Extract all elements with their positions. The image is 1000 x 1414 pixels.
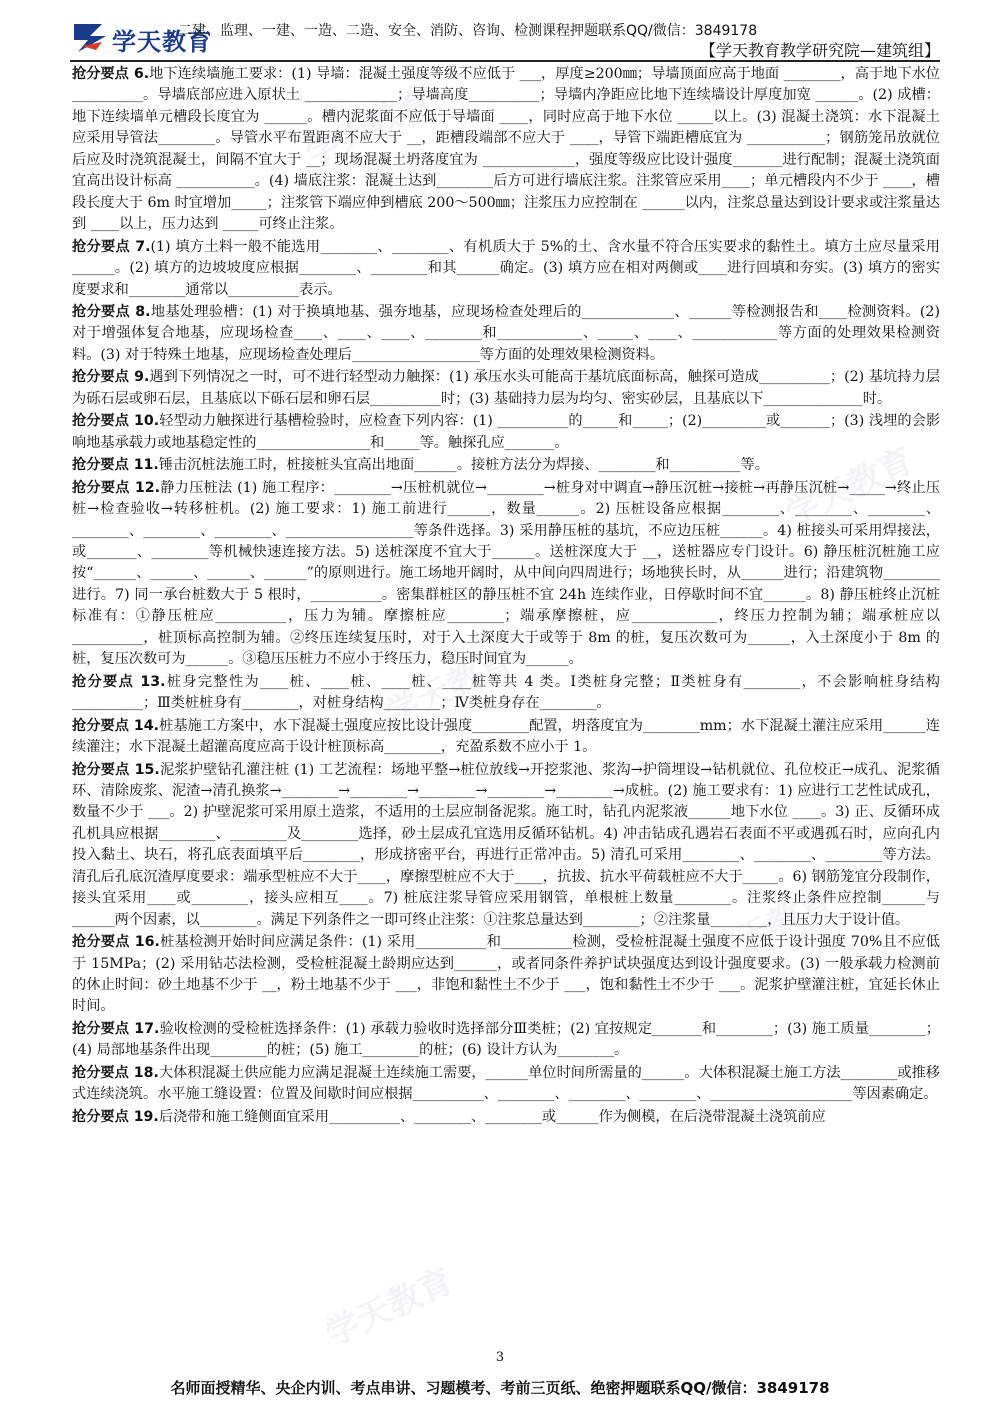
key-point-text: 大体积混凝土供应能力应满足混凝土连续施工需要，______单位时间所需量的______。大体积混凝土施工方法________或推移式连续浇筑。水平施工缝设置：位置及间歇时间应根据__________、________、________、________、____________________等因素确定。 bbox=[72, 1064, 940, 1103]
key-point-label: 抢分要点 14. bbox=[72, 717, 160, 734]
watermark: 学天教育 bbox=[319, 1260, 460, 1355]
key-point-text: 遇到下列情况之一时，可不进行轻型动力触探：(1) 承压水头可能高于基坑底面标高，触探可造成__________；(2) 基坑持力层为砾石层或卵石层，且基底以下砾石层和卵石层__________时；(3) 基础持力层为均匀、密实砂层，且基底以下______________时。 bbox=[72, 369, 941, 407]
key-point-label: 抢分要点 6. bbox=[72, 66, 150, 82]
key-point-text: 桩基检测开始时间应满足条件：(1) 采用__________和__________检测，受检桩混凝土强度不应低于设计强度 70%且不应低于 15MPa；(2) 采用钻芯法检测，受检桩混凝土龄期应达到______，或者同条件养护试块强度达到设计强度要求。(3) 一般承载力检测前的休止时间：砂土地基不少于 __，粉土地基不少于 ___，非饱和黏性土不少于 ___，饱和黏性土不少于 ___。泥浆护壁灌注桩，宜延长休止时间。 bbox=[72, 934, 940, 1015]
key-point-6 bbox=[72, 64, 940, 236]
key-point-7 bbox=[72, 237, 940, 301]
document-body bbox=[72, 64, 940, 1129]
key-point-12 bbox=[72, 478, 940, 671]
key-point-label: 抢分要点 10. bbox=[72, 413, 160, 430]
watermark: 学天教育 bbox=[699, 880, 840, 975]
key-point-label: 抢分要点 19. bbox=[72, 1108, 159, 1125]
key-point-16 bbox=[72, 932, 940, 1018]
key-point-label: 抢分要点 12. bbox=[72, 479, 161, 496]
key-point-17 bbox=[72, 1019, 940, 1062]
key-point-14 bbox=[72, 716, 940, 759]
key-point-label: 抢分要点 13. bbox=[72, 673, 166, 690]
key-point-text: 地基处理验槽：(1) 对于换填地基、强夯地基，应现场检查处理后的_____________、______等检测报告和____检测资料。(2) 对于增强体复合地基，应现场检查____、____、____、________和____________、_____、____、____________等方面的处理效果检测资料。(3) 对于特殊土地基，应现场检查处理后__________________等方面的处理效果检测资料。 bbox=[72, 303, 940, 363]
key-point-text: 后浇带和施工缝侧面宜采用__________、________、________或______作为侧模，在后浇带混凝土浇筑前应 bbox=[158, 1108, 826, 1125]
key-point-text: 轻型动力触探进行基槽检验时，应检查下列内容：(1) __________的_____和_____；(2)_________或_______；(3) 浅埋的会影响地基承载力或地基稳定性的________________和_____等。触探孔应_______。 bbox=[72, 413, 941, 451]
key-point-8 bbox=[72, 302, 940, 366]
key-point-label: 抢分要点 16. bbox=[72, 934, 160, 951]
key-point-label: 抢分要点 11. bbox=[72, 457, 159, 474]
key-point-text: 地下连续墙施工要求：(1) 导墙：混凝土强度等级不应低于 ___，厚度≥200㎜；导墙顶面应高于地面 ________，高于地下水位 __________。导墙底部应进入原状土 _____________；导墙高度__________；导墙内净距应比地下连续墙设计厚度加宽 ______。(2) 成槽：地下连续墙单元槽段长度宜为 ______。槽内泥浆面不应低于导墙面 ____，同时应高于地下水位 _____以上。(3) 混凝土浇筑：水下混凝土应采用导管法________。导管水平布置距离不应大于 __，距槽段端部不应大于 ____，导管下端距槽底宜为 ___________；钢筋笼吊放就位后应及时浇筑混凝土，间隔不宜大于 __；现场混凝土坍落度宜为 _____________，强度等级应比设计强度_______进行配制；混凝土浇筑面宜高出设计标高 ___________。(4) 墙底注浆：混凝土达到________后方可进行墙底注浆。注浆管应采用____；单元槽段内不少于 ____，槽段长度大于 6m 时宜增加_____；注浆管下端应伸到槽底 200～500㎜；注浆压力应控制在 ______以内，注浆总量达到设计要求或注浆量达到 ____以上，压力达到 _____可终止注浆。 bbox=[72, 66, 940, 233]
key-point-label: 抢分要点 18. bbox=[72, 1064, 159, 1081]
header-divider bbox=[70, 60, 940, 62]
logo-mark-icon bbox=[72, 20, 108, 54]
key-point-11 bbox=[72, 455, 940, 476]
key-point-label: 抢分要点 7. bbox=[72, 238, 151, 255]
key-point-19 bbox=[72, 1107, 940, 1128]
key-point-label: 抢分要点 9. bbox=[72, 369, 150, 386]
key-point-15 bbox=[72, 760, 940, 932]
key-point-text: 锤击沉桩法施工时，桩接桩头宜高出地面______。接桩方法分为焊接、________和__________等。 bbox=[158, 457, 769, 474]
key-point-18 bbox=[72, 1063, 940, 1106]
key-point-13 bbox=[72, 672, 940, 715]
key-point-label: 抢分要点 8. bbox=[72, 303, 151, 320]
watermark: 学天教育 bbox=[379, 640, 520, 735]
key-point-text: 泥浆护壁钻孔灌注桩 (1) 工艺流程：场地平整→桩位放线→开挖浆池、浆沟→护筒埋设→钻机就位、孔位校正→成孔、泥浆循环、清除废浆、泥渣→清孔换浆→________→________→________→________→________→成桩。(2) 施工要求有：1) 应进行工艺性试成孔，数量不少于 ___。2) 护壁泥浆可采用原土造浆，不适用的土层应制备泥浆。施工时，钻孔内泥浆液______地下水位 ____。3) 正、反循环成孔机具应根据________、________及________选择，砂土层成孔宜选用反循环钻机。4) 冲击钻成孔遇岩石表面不平或遇孤石时，应向孔内投入黏土、块石，将孔底表面填平后________，形成挤密平台，再进行正常冲击。5) 清孔可采用________、________、________等方法。清孔后孔底沉渣厚度要求：端承型桩应不大于____，摩擦型桩应不大于____，抗拔、抗水平荷载桩应不大于_____。6) 钢筋笼宜分段制作，接头宜采用____或________，接头应相互____。7) 桩底注浆导管应采用钢管，单根桩上数量________。注浆终止条件应控制______与______两个因素，以________。满足下列条件之一即可终止注浆：①注浆总量达到________；②注浆量________，且压力大于设计值。 bbox=[72, 761, 940, 928]
page-number: 3 bbox=[495, 1350, 505, 1365]
page-header bbox=[0, 0, 1000, 66]
key-point-label: 抢分要点 15. bbox=[72, 761, 160, 778]
key-point-text: 静力压桩法 (1) 施工程序：________→压桩机就位→________→桩身对中调直→静压沉桩→接桩→再静压沉桩→_____→终止压桩→检查验收→转移桩机。(2) 施工要求：1) 施工前进行______，数量______。2) 压桩设备应根据________、________、________、________、________、________、__________________等条件选择。3) 采用静压桩的基坑，不应边压桩______。4) 桩接头可采用焊接法，或_______、________等机械快速连接方法。5) 送桩深度不宜大于______。送桩深度大于 __，送桩器应专门设计。6) 静压桩沉桩施工应按“______、______、______、______”的原则进行。施工场地开阔时，从中间向四周进行；场地狭长时，从______进行；沿建筑物________进行。7) 同一承台桩数大于 5 根时，__________。密集群桩区的静压桩不宜 24h 连续作业，日停歇时间不宜______。8) 静压桩终止沉桩标准有：①静压桩应__________，压力为辅。摩擦桩应________；端承摩擦桩，应____________，终压力控制为辅；端承桩应以__________，桩顶标高控制为辅。②终压连续复压时，对于入土深度大于或等于 8m 的桩，复压次数可为______，入土深度小于 8m 的桩，复压次数可为______。③稳压压桩力不应小于终压力，稳压时间宜为______。 bbox=[72, 479, 940, 668]
watermark: 学天教育 bbox=[299, 80, 440, 175]
page-footer: 名师面授精华、央企内训、考点串讲、习题模考、考前三页纸、绝密押题联系QQ/微信：3849178 bbox=[170, 1379, 830, 1397]
key-point-text: 桩身完整性为____桩、____桩、____桩、____桩等共 4 类。Ⅰ类桩身完整；Ⅱ类桩身有________，不会影响桩身结构__________；Ⅲ类桩桩身有________，对桩身结构________；Ⅳ类桩身存在________。 bbox=[72, 673, 940, 712]
watermark: 学天教育 bbox=[779, 440, 920, 535]
key-point-9 bbox=[72, 367, 940, 410]
header-contact-line: 二建、监理、一建、一造、二造、安全、消防、咨询、检测课程押题联系QQ/微信：3849178 bbox=[178, 23, 758, 39]
key-point-label: 抢分要点 17. bbox=[72, 1020, 160, 1037]
key-point-text: 验收检测的受检桩选择条件：(1) 承载力验收时选择部分Ⅲ类桩；(2) 宜按规定_______和________；(3) 施工质量________；(4) 局部地基条件出现________的桩；(5) 施工________的桩；(6) 设计方认为________。 bbox=[72, 1020, 940, 1059]
header-department: 【学天教育教学研究院—建筑组】 bbox=[699, 41, 940, 60]
logo-text: 学天教育 bbox=[112, 28, 212, 56]
key-point-text: (1) 填方土料一般不能选用________、________、有机质大于 5%的土、含水量不符合压实要求的黏性土。填方土应尽量采用______。(2) 填方的边坡坡度应根据________、________和其______确定。(3) 填方应在相对两侧或____进行回填和夯实。(3) 填方的密实度要求和________通常以__________表示。 bbox=[72, 238, 940, 298]
key-point-text: 桩基施工方案中，水下混凝土强度应按比设计强度________配置，坍落度宜为________mm；水下混凝土灌注应采用______连续灌注；水下混凝土超灌高度应高于设计桩顶标高________，充盈系数不应小于 1。 bbox=[72, 717, 940, 756]
key-point-10 bbox=[72, 411, 940, 454]
